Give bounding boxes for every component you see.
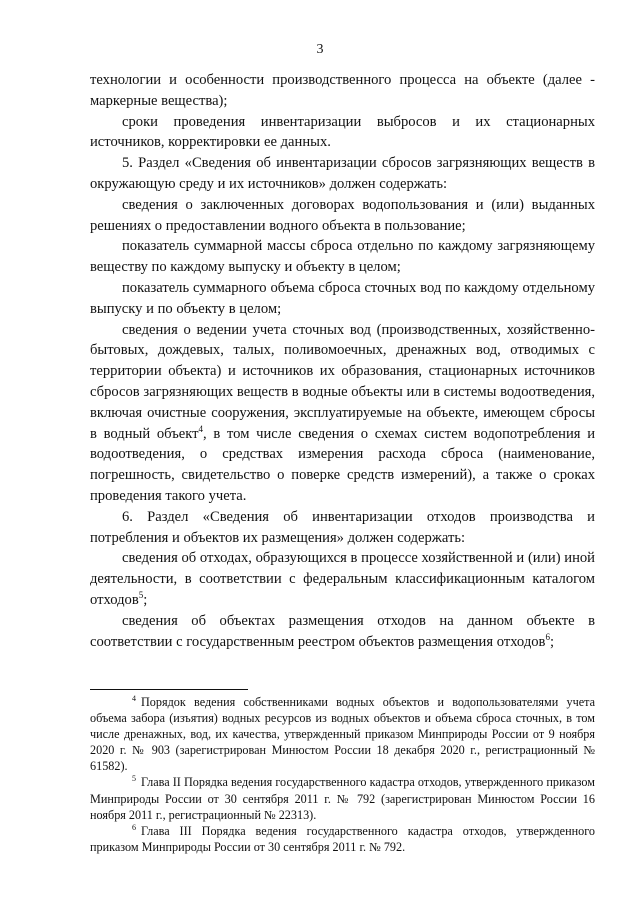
paragraph: сведения об объектах размещения отходов на данном объекте в соответствии с государственным реестром объектов размещения отходов$^6$;: [90, 612, 595, 650]
paragraph: показатель суммарной массы сброса отдельно по каждому загрязняющему веществу по каждому выпуску и объекту в целом;: [90, 238, 595, 276]
footnote: $^6$ Глава III Порядка ведения государственного кадастра отходов, утвержденного приказом Минприроды России от 30 сентября 2011 г. № 792.: [90, 822, 595, 854]
paragraph: 5. Раздел «Сведения об инвентаризации сбросов загрязняющих веществ в окружающую среду и их источников» должен содержать:: [90, 155, 595, 192]
paragraph: сроки проведения инвентаризации выбросов и их стационарных источников, корректировки ее данных.: [90, 113, 595, 151]
body-text: [90, 70, 595, 652]
paragraph: технологии и особенности производственного процесса на объекте (далее - маркерные вещества);: [90, 72, 595, 109]
footnote: $^4$ Порядок ведения собственниками водных объектов и водопользователями учета объема забора (изъятия) водных ресурсов из водных объектов и объема сброса сточных, в том числе дренажных, вод, их качества, утвержденный приказом Минприроды России от 9 ноября 2020 г. № 903 (зарегистрирован Минюстом России 18 декабря 2020 г., регистрационный № 61582).: [90, 693, 595, 774]
footnote-mark: 4: [132, 693, 136, 703]
footnote-mark: 5: [132, 774, 136, 784]
footnotes: [90, 694, 595, 855]
footnote-ref: 4: [198, 423, 204, 434]
footnote-mark: 6: [132, 822, 136, 832]
footnote-ref: 5: [138, 590, 144, 601]
page-number: 3: [316, 42, 324, 57]
footnote: $^5$ Глава II Порядка ведения государственного кадастра отходов, утвержденного приказом Минприроды России от 30 сентября 2011 г. № 792 (зарегистрирован Минюстом России 16 ноября 2011 г., регистрационный № 22313).: [90, 774, 595, 822]
footnote-ref: 6: [545, 631, 550, 642]
paragraph: показатель суммарного объема сброса сточных вод по каждому отдельному выпуску и по объекту в целом;: [90, 279, 595, 317]
footnote-divider: [90, 689, 248, 690]
paragraph: сведения о заключенных договорах водопользования и (или) выданных решениях о предоставлении водного объекта в пользование;: [90, 196, 595, 234]
paragraph: сведения о ведении учета сточных вод (производственных, хозяйственно-бытовых, дождевых, талых, поливомоечных, дренажных вод, отводимых с территории объекта) и источников их образования, стационарных источников сбросов загрязняющих веществ в водные объекты или в системы водоотведения, включая очистные сооружения, эксплуатируемые на объекте, имеющем сбросы в водный объект$^4$, в том числе сведения о схемах систем водопотребления и водоотведения, о средствах измерения расхода сброса (наименование, погрешность, свидетельство о поверке средств измерений), а также о сроках проведения такого учета.: [90, 321, 596, 504]
paragraph: сведения об отходах, образующихся в процессе хозяйственной и (или) иной деятельности, в соответствии с федеральным классификационным каталогом отходов$^5$;: [90, 550, 595, 608]
paragraph: 6. Раздел «Сведения об инвентаризации отходов производства и потребления и объектов их размещения» должен содержать:: [90, 508, 595, 546]
